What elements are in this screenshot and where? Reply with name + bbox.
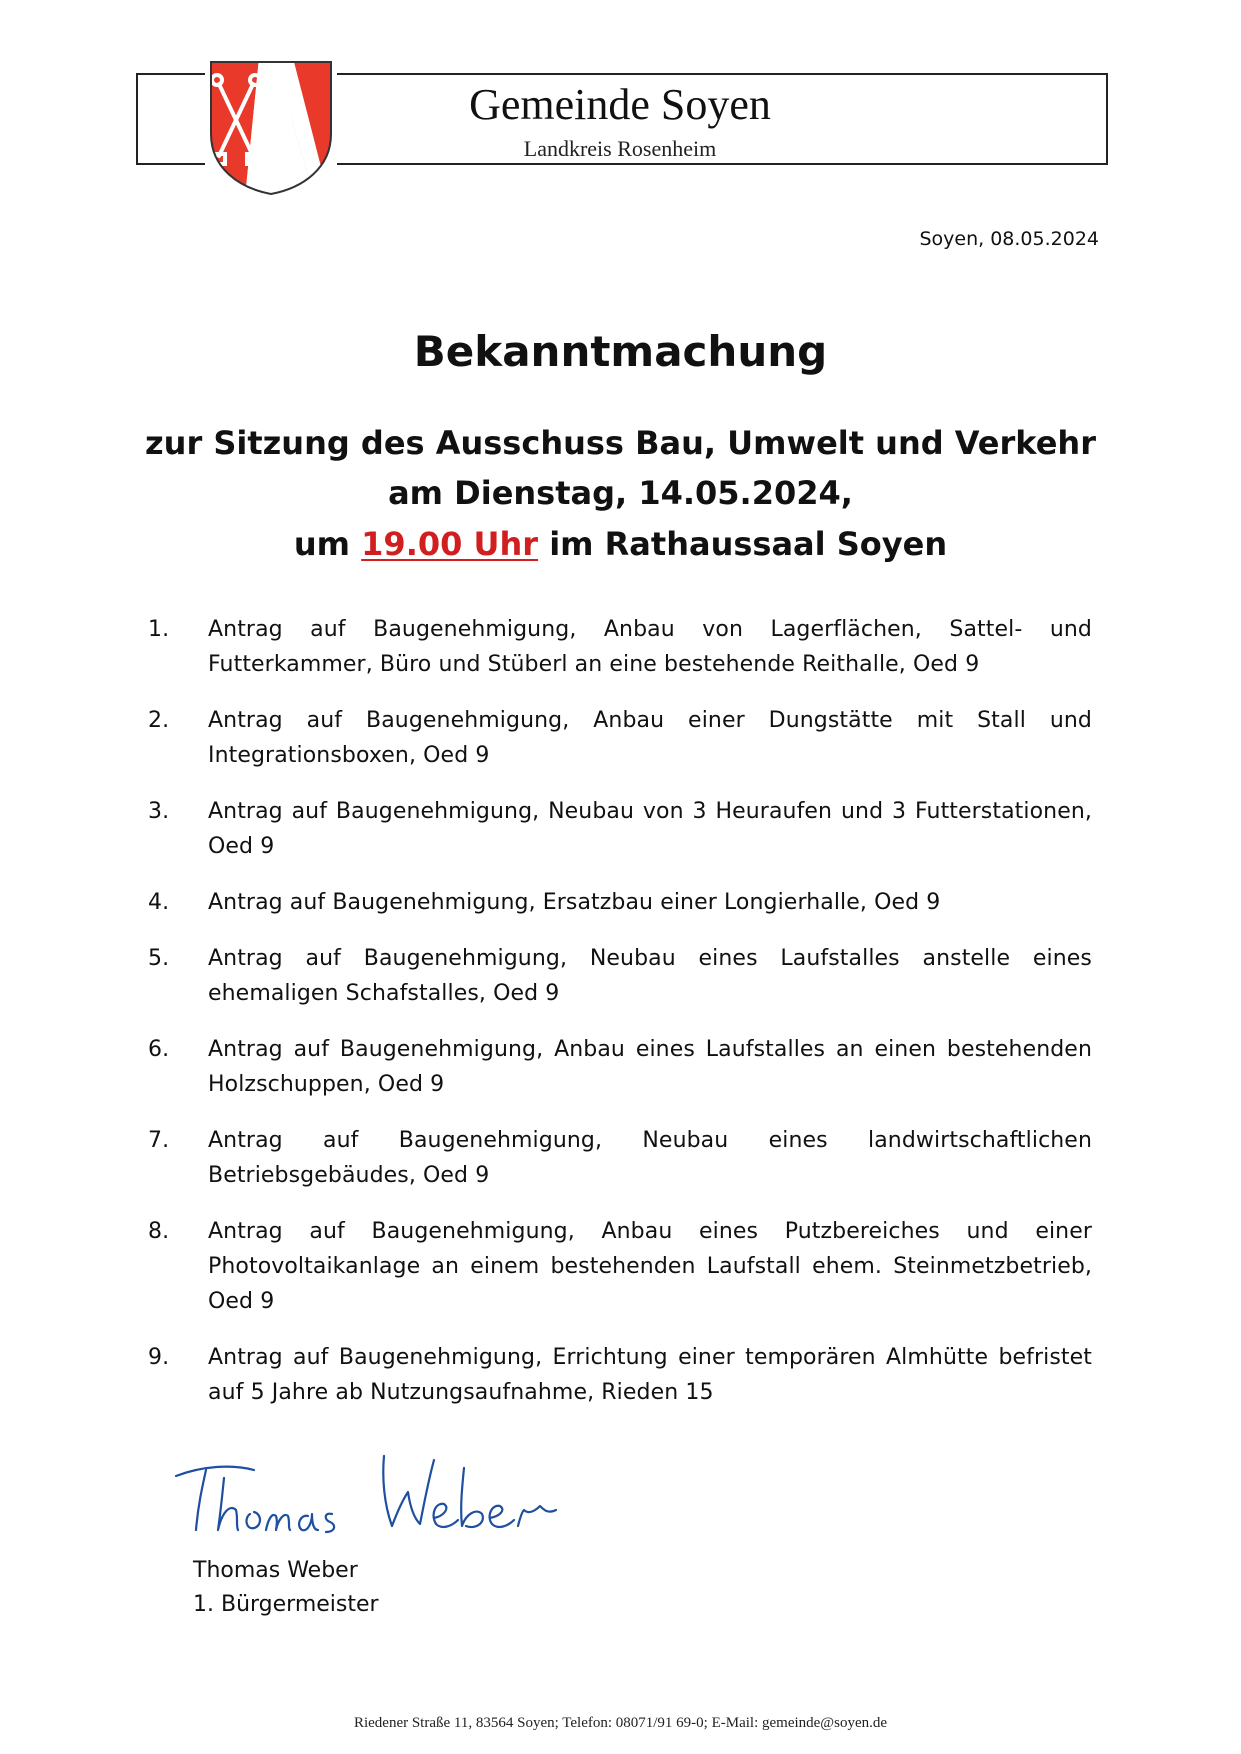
agenda-item <box>148 1123 1092 1193</box>
meeting-subject: zur Sitzung des Ausschuss Bau, Umwelt und Verkehr <box>145 424 1096 462</box>
agenda-item <box>148 703 1092 773</box>
agenda-item <box>148 885 1092 920</box>
handwritten-signature <box>172 1448 572 1548</box>
agenda-item <box>148 1214 1092 1319</box>
agenda-item-number: 2. <box>148 708 170 733</box>
agenda-item <box>148 1340 1092 1410</box>
footer-contact: Riedener Straße 11, 83564 Soyen; Telefon: 08071/91 69-0; E-Mail: gemeinde@soyen.de <box>353 1715 888 1731</box>
coat-of-arms-logo <box>205 58 337 198</box>
meeting-time-place <box>0 523 1241 565</box>
agenda-item-text: Antrag auf Baugenehmigung, Anbau von Lagerflächen, Sattel- und Futterkammer, Büro und Stüberl an eine bestehende Reithalle, Oed 9 <box>208 617 1092 677</box>
agenda-item-text: Antrag auf Baugenehmigung, Anbau eines Putzbereiches und einer Photovoltaikanlage an einem bestehenden Laufstall ehem. Steinmetzbetrieb, Oed 9 <box>208 1219 1092 1314</box>
agenda-list <box>148 612 1092 1431</box>
agenda-item-number: 4. <box>148 890 170 915</box>
agenda-item-text: Antrag auf Baugenehmigung, Ersatzbau einer Longierhalle, Oed 9 <box>208 890 941 915</box>
document-date: Soyen, 08.05.2024 <box>919 228 1099 250</box>
agenda-item-number: 8. <box>148 1219 170 1244</box>
signer-role: 1. Bürgermeister <box>193 1592 379 1617</box>
coat-of-arms-icon <box>205 58 337 198</box>
agenda-item-text: Antrag auf Baugenehmigung, Errichtung einer temporären Almhütte befristet auf 5 Jahre ab Nutzungsaufnahme, Rieden 15 <box>208 1345 1092 1405</box>
agenda-item <box>148 1032 1092 1102</box>
agenda-item-text: Antrag auf Baugenehmigung, Neubau eines Laufstalles anstelle eines ehemaligen Schafstalles, Oed 9 <box>208 946 1092 1006</box>
agenda-item-number: 3. <box>148 799 170 824</box>
agenda-item <box>148 794 1092 864</box>
agenda-item-number: 5. <box>148 946 170 971</box>
meeting-time-prefix: um <box>293 525 362 563</box>
document-title: Bekanntmachung <box>413 327 828 376</box>
agenda-item <box>148 612 1092 682</box>
agenda-item-number: 6. <box>148 1037 170 1062</box>
agenda-item-text: Antrag auf Baugenehmigung, Anbau einer Dungstätte mit Stall und Integrationsboxen, Oed 9 <box>208 708 1092 768</box>
agenda-item <box>148 941 1092 1011</box>
agenda-item-number: 7. <box>148 1128 170 1153</box>
municipality-name: Gemeinde Soyen <box>469 80 771 129</box>
meeting-date: am Dienstag, 14.05.2024, <box>388 474 853 512</box>
district-name: Landkreis Rosenheim <box>523 136 717 161</box>
signature-icon <box>172 1448 572 1548</box>
meeting-place: im Rathaussaal Soyen <box>538 525 948 563</box>
agenda-item-text: Antrag auf Baugenehmigung, Neubau von 3 Heuraufen und 3 Futterstationen, Oed 9 <box>208 799 1092 859</box>
meeting-time: 19.00 Uhr <box>361 525 539 563</box>
agenda-item-number: 1. <box>148 617 170 642</box>
agenda-item-number: 9. <box>148 1345 170 1370</box>
signer-name: Thomas Weber <box>193 1558 358 1583</box>
agenda-item-text: Antrag auf Baugenehmigung, Neubau eines landwirtschaftlichen Betriebsgebäudes, Oed 9 <box>208 1128 1092 1188</box>
agenda-item-text: Antrag auf Baugenehmigung, Anbau eines Laufstalles an einen bestehenden Holzschuppen, Oed 9 <box>208 1037 1092 1097</box>
